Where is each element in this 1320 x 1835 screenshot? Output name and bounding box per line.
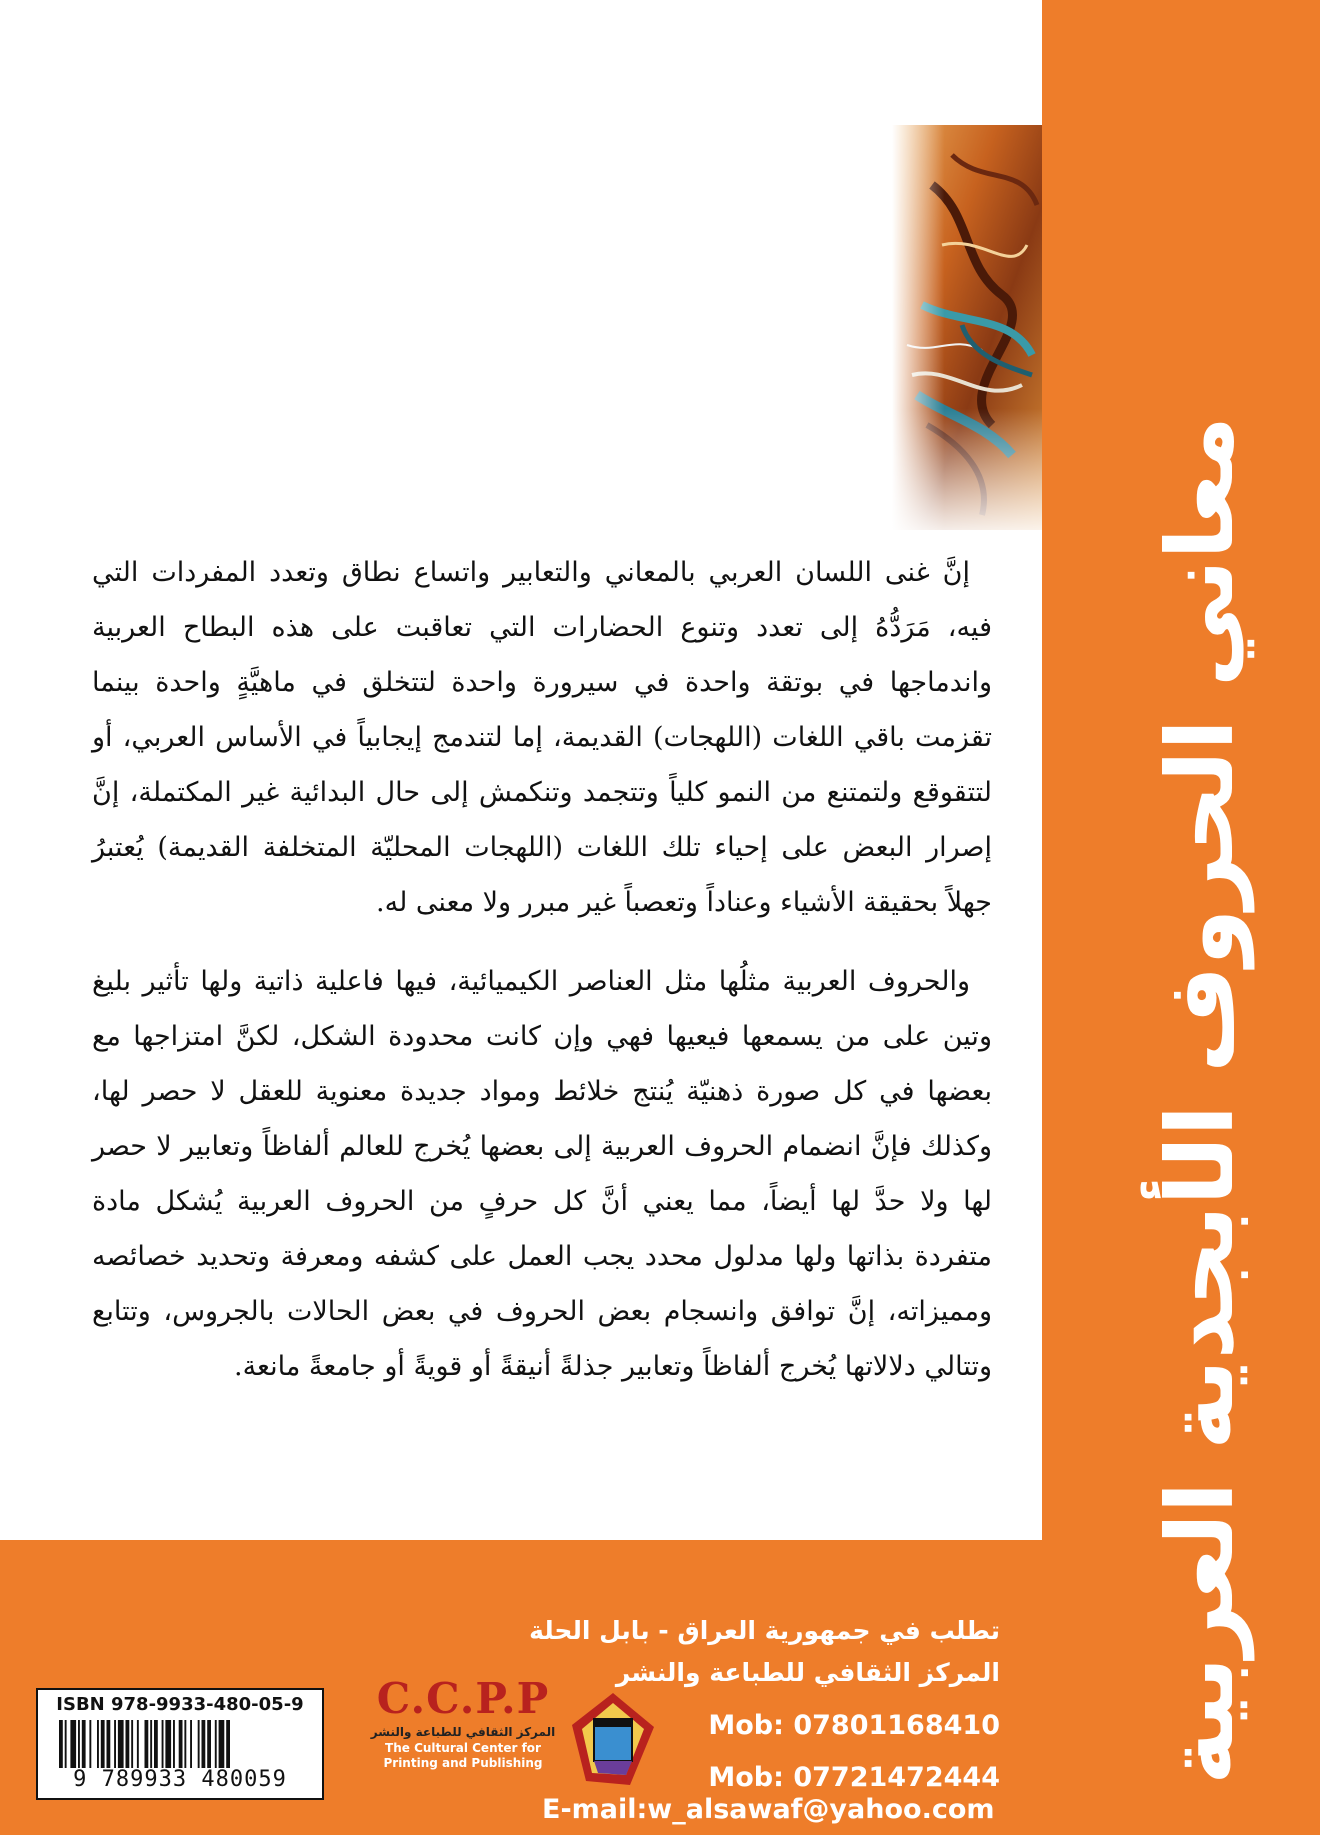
isbn-label: ISBN 978-9933-480-05-9 xyxy=(56,1694,304,1715)
publisher-logo-icon xyxy=(568,1689,658,1789)
isbn-barcode xyxy=(36,1688,324,1800)
spine-title xyxy=(1100,415,1300,1785)
publisher-name-arabic: المركز الثقافي للطباعة والنشر xyxy=(370,1725,556,1739)
barcode-bar xyxy=(114,1720,116,1768)
blurb-paragraph-1: إنَّ غنى اللسان العربي بالمعاني والتعابير واتساع نطاق وتعدد المفردات التي فيه، مَرَدُّهُ إلى تعدد وتنوع الحضارات التي تعاقبت على هذه البطاح العربية واندماجها في بوتقة واحدة في سيرورة واحدة لتتخلق في ماهيَّةٍ واحدة بينما تقزمت باقي اللغات (اللهجات) القديمة، إما لتندمج إيجابياً في الأساس العربي، أو لتتقوقع ولتمتنع من النمو كلياً وتتجمد وتنكمش إلى حال البدائية غير المكتملة، إنَّ إصرار البعض على إحياء تلك اللغات (اللهجات المحليّة المتخلفة القديمة) يُعتبرُ جهلاً بحقيقة الأشياء وعناداً وتعصباً غير مبرر ولا معنى له. xyxy=(92,557,992,918)
barcode-bar xyxy=(137,1720,139,1768)
barcode-bar xyxy=(89,1720,91,1768)
barcode-bar xyxy=(173,1720,175,1768)
barcode-bar xyxy=(162,1720,164,1768)
barcode-bar xyxy=(131,1720,133,1768)
calligraphy-artwork xyxy=(892,125,1042,530)
publisher-logo-text xyxy=(368,1675,558,1771)
isbn-digits: 9 789933 480059 xyxy=(73,1767,287,1792)
email-address: E-mail:w_alsawaf@yahoo.com xyxy=(542,1794,995,1825)
barcode-bar xyxy=(190,1720,192,1768)
mobile-number-2: Mob: 07721472444 xyxy=(708,1762,1000,1793)
barcode-bar xyxy=(82,1720,86,1768)
blurb xyxy=(92,545,992,1394)
barcode-bar xyxy=(207,1720,211,1768)
barcode-bar xyxy=(154,1720,158,1768)
barcode-bar xyxy=(150,1720,152,1768)
availability-line: تطلب في جمهورية العراق - بابل الحلة xyxy=(529,1616,1000,1645)
barcode-bar xyxy=(126,1720,130,1768)
blurb-paragraph-2: والحروف العربية مثلُها مثل العناصر الكيميائية، فيها فاعلية ذاتية ولها تأثير بليغ وتين على من يسمعها فيعيها فهي وإن كانت محدودة الشكل، لكنَّ امتزاجها مع بعضها في كل صورة ذهنيّة يُنتج خلائط ومواد جديدة معنوية للعقل لا حصر لها، وكذلك فإنَّ انضمام الحروف العربية إلى بعضها يُخرج للعالم ألفاظاً وتعابير لا حصر لها ولا حدَّ لها أيضاً، مما يعني أنَّ كل حرفٍ من الحروف العربية يُشكل مادة متفردة بذاتها ولها مدلول محدد يجب العمل على كشفه ومعرفة وتحديد خصائصه ومميزاته، إنَّ توافق وانسجام بعض الحروف في بعض الحالات بالجروس، وتتابع وتتالي دلالاتها يُخرج ألفاظاً وتعابير جذلةً أنيقةً أو قويةً أو جامعةً مانعة. xyxy=(92,966,992,1382)
barcode-bar xyxy=(97,1720,99,1768)
barcode-bar xyxy=(145,1720,149,1768)
publisher-name-english-1: The Cultural Center for xyxy=(385,1741,541,1755)
barcode-bar xyxy=(101,1720,105,1768)
publisher-name-english-2: Printing and Publishing xyxy=(383,1756,543,1770)
barcode-bar xyxy=(70,1720,76,1768)
barcode-bar xyxy=(198,1720,200,1768)
barcode-bar xyxy=(118,1720,124,1768)
barcode-bar xyxy=(202,1720,206,1768)
publisher-logo xyxy=(368,1675,658,1805)
barcode-bar xyxy=(65,1720,67,1768)
barcode-bar xyxy=(107,1720,111,1768)
barcode-bar xyxy=(59,1720,63,1768)
publisher-name-line: المركز الثقافي للطباعة والنشر xyxy=(615,1658,1000,1687)
book-title: معاني الحروف الأبجدية العربية xyxy=(1146,415,1254,1785)
barcode-bar xyxy=(78,1720,80,1768)
barcode-bar xyxy=(165,1720,171,1768)
barcode-bar xyxy=(179,1720,183,1768)
barcode-bar xyxy=(226,1720,230,1768)
barcode-bar xyxy=(215,1720,217,1768)
barcode-icon xyxy=(55,1720,305,1768)
publisher-acronym: C.C.P.P xyxy=(376,1674,550,1723)
barcode-bar xyxy=(219,1720,225,1768)
barcode-bar xyxy=(184,1720,186,1768)
calligraphy-artwork-icon xyxy=(892,125,1042,530)
mobile-number-1: Mob: 07801168410 xyxy=(708,1710,1000,1741)
